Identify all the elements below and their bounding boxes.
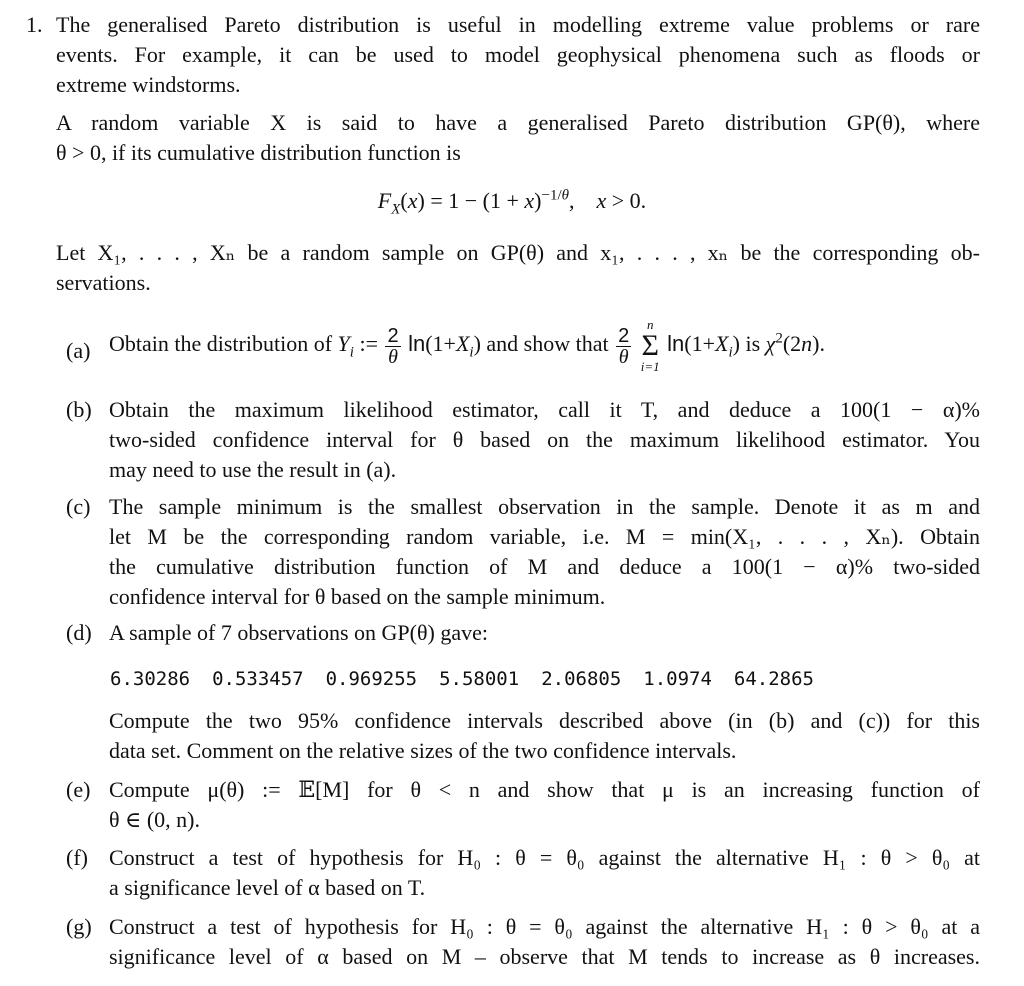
part-d-line-3: data set. Comment on the relative sizes of the two confidence intervals. — [109, 738, 737, 763]
part-g-line-1: Construct a test of hypothesis for H₀ : θ = θ₀ against the alternative H₁ : θ > θ₀ at a — [109, 914, 980, 939]
sample-line-2: servations. — [56, 270, 151, 295]
part-d-line-2: Compute the two 95% confidence intervals described above (in (b) and (c)) for this — [109, 708, 980, 733]
part-a — [66, 318, 980, 388]
part-b-line-2: two-sided confidence interval for θ based on the maximum likelihood estimator. You — [109, 427, 980, 452]
part-c-line-3: the cumulative distribution function of M and deduce a 100(1 − α)% two-sided — [109, 554, 980, 579]
sample-value: 0.969255 — [325, 668, 418, 690]
definition-line-2: θ > 0, if its cumulative distribution function is — [56, 140, 461, 165]
part-e-line-1: Compute μ(θ) := 𝔼[M] for θ < n and show that μ is an increasing function of — [109, 777, 980, 802]
part-f-line-2: a significance level of α based on T. — [109, 875, 426, 900]
part-b-line-1: Obtain the maximum likelihood estimator, call it T, and deduce a 100(1 − α)% — [109, 397, 980, 422]
part-e-label: (e) — [66, 777, 91, 802]
sample-data-row — [110, 664, 836, 694]
sample-line-1: Let X₁, . . . , Xₙ be a random sample on GP(θ) and x₁, . . . , xₙ be the corresponding ob- — [56, 240, 980, 265]
sample-value: 6.30286 — [110, 668, 191, 690]
sample-value: 0.533457 — [212, 668, 304, 690]
part-f-label: (f) — [66, 845, 88, 870]
intro-line-1: The generalised Pareto distribution is useful in modelling extreme value problems or rare — [56, 12, 980, 37]
part-b-line-3: may need to use the result in (a). — [109, 457, 397, 482]
part-c-label: (c) — [66, 494, 91, 519]
part-d-line-1: A sample of 7 observations on GP(θ) gave: — [109, 620, 488, 645]
part-f-line-1: Construct a test of hypothesis for H₀ : θ = θ₀ against the alternative H₁ : θ > θ₀ at — [109, 845, 980, 870]
definition-paragraph — [56, 108, 980, 168]
part-c-line-1: The sample minimum is the smallest observation in the sample. Denote it as m and — [109, 494, 980, 519]
cdf-formula: $F_X(x) = 1 - (1 + x)^{-1/\theta}$, x > 0. — [377, 187, 647, 218]
part-c-line-2: let M be the corresponding random variable, i.e. M = min(X₁, . . . , Xₙ). Obtain — [109, 524, 980, 549]
sample-value: 5.58001 — [439, 668, 520, 690]
fraction-2-theta-2: $\frac{2}{\theta}$ — [618, 324, 630, 368]
sample-paragraph — [56, 238, 980, 298]
part-a-formula: Obtain the distribution of $Y_i$ := $\frac{2}{\theta}$ $\ln(1+X_i)$ and show that $\frac{2}{\theta}$ n Σ i=1 $\ln(1+X_i)$ is $\chi^2(2n)$. — [109, 317, 825, 374]
part-c-line-4: confidence interval for θ based on the sample minimum. — [109, 584, 606, 609]
part-g-label: (g) — [66, 914, 92, 939]
definition-line-1: A random variable X is said to have a generalised Pareto distribution GP(θ), where — [56, 110, 980, 135]
part-a-label: (a) — [66, 338, 91, 363]
intro-line-3: extreme windstorms. — [56, 72, 241, 97]
intro-line-2: events. For example, it can be used to model geophysical phenomena such as floods or — [56, 42, 980, 67]
question-number: 1. — [26, 12, 43, 37]
sample-value: 1.0974 — [643, 668, 712, 690]
part-e-line-2: θ ∈ (0, n). — [109, 807, 200, 832]
part-b-label: (b) — [66, 397, 92, 422]
fraction-2-theta: $\frac{2}{\theta}$ — [387, 324, 399, 368]
summation-symbol: n Σ i=1 — [640, 317, 660, 374]
question-intro — [56, 10, 980, 100]
sample-value: 2.06805 — [541, 668, 622, 690]
part-g-line-2: significance level of α based on M – observe that M tends to increase as θ increases. — [109, 944, 980, 969]
sample-value: 64.2865 — [733, 668, 814, 690]
part-d-label: (d) — [66, 620, 92, 645]
